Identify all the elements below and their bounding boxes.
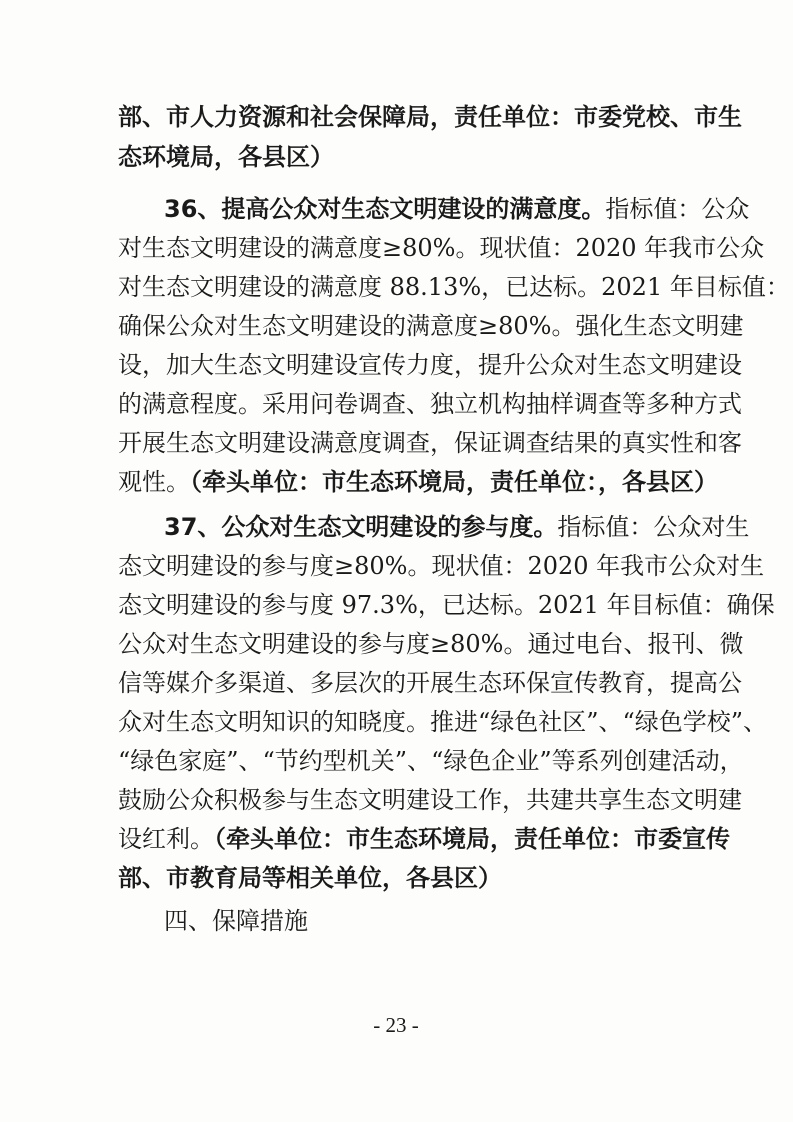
section-heading xyxy=(164,901,683,941)
text-line xyxy=(118,819,730,859)
text-segment: 确保公众对生态文明建设的满意度≥80%。强化生态文明建 xyxy=(118,312,744,340)
text-segment: 开展生态文明建设满意度调查，保证调查结果的真实性和客 xyxy=(118,429,742,457)
text-line xyxy=(118,228,765,268)
text-line xyxy=(118,546,765,586)
text-segment: 36、提高公众对生态文明建设的满意度。 xyxy=(164,195,606,223)
text-segment: （牵头单位：市生态环境局，责任单位：市委宣传 xyxy=(214,825,730,853)
text-line xyxy=(118,345,742,385)
text-segment: 指标值：公众对生 xyxy=(557,513,750,541)
text-segment: 部、市教育局等相关单位，各县区） xyxy=(118,864,502,892)
text-line xyxy=(118,741,744,781)
text-segment: “绿色家庭”、“节约型机关”、“绿色企业”等系列创建活动， xyxy=(118,747,744,775)
text-segment: 鼓励公众积极参与生态文明建设工作，共建共享生态文明建 xyxy=(118,786,742,814)
text-line xyxy=(118,858,683,898)
text-line xyxy=(164,189,750,229)
text-segment: 对生态文明建设的满意度≥80%。现状值：2020 年我市公众 xyxy=(118,234,765,262)
text-line xyxy=(118,306,744,346)
text-line xyxy=(118,624,744,664)
page-number: - 23 - xyxy=(373,1013,419,1037)
text-segment: 态文明建设的参与度 97.3%，已达标。2021 年目标值：确保 xyxy=(118,591,775,619)
text-line xyxy=(118,462,718,502)
text-line xyxy=(118,97,742,137)
text-segment: （牵头单位：市生态环境局，责任单位：，各县区） xyxy=(190,468,718,496)
text-line xyxy=(118,780,742,820)
text-segment: 的满意程度。采用问卷调查、独立机构抽样调查等多种方式 xyxy=(118,390,742,418)
text-line xyxy=(118,702,768,742)
text-segment: 37、公众对生态文明建设的参与度。 xyxy=(164,513,558,541)
text-segment: 指标值：公众 xyxy=(605,195,750,223)
text-line xyxy=(118,267,790,307)
text-line xyxy=(118,137,683,177)
text-line xyxy=(164,507,750,547)
text-segment: 信等媒介多渠道、多层次的开展生态环保宣传教育，提高公 xyxy=(118,669,742,697)
text-segment: 众对生态文明知识的知晓度。推进“绿色社区”、“绿色学校”、 xyxy=(118,708,768,736)
text-line xyxy=(118,423,742,463)
text-segment: 态文明建设的参与度≥80%。现状值：2020 年我市公众对生 xyxy=(118,552,765,580)
text-segment: 部、市人力资源和社会保障局，责任单位：市委党校、市生 xyxy=(118,103,742,131)
text-line xyxy=(118,585,775,625)
text-segment: 对生态文明建设的满意度 88.13%，已达标。2021 年目标值： xyxy=(118,273,790,301)
text-line xyxy=(118,663,742,703)
text-segment: 设，加大生态文明建设宣传力度，提升公众对生态文明建设 xyxy=(118,351,742,379)
text-segment: 公众对生态文明建设的参与度≥80%。通过电台、报刊、微 xyxy=(118,630,744,658)
text-segment: 态环境局，各县区） xyxy=(118,143,334,171)
text-segment: 观性。 xyxy=(118,468,190,496)
text-segment: 设红利。 xyxy=(118,825,214,853)
text-segment: 四、保障措施 xyxy=(164,907,308,935)
text-line xyxy=(118,384,742,424)
